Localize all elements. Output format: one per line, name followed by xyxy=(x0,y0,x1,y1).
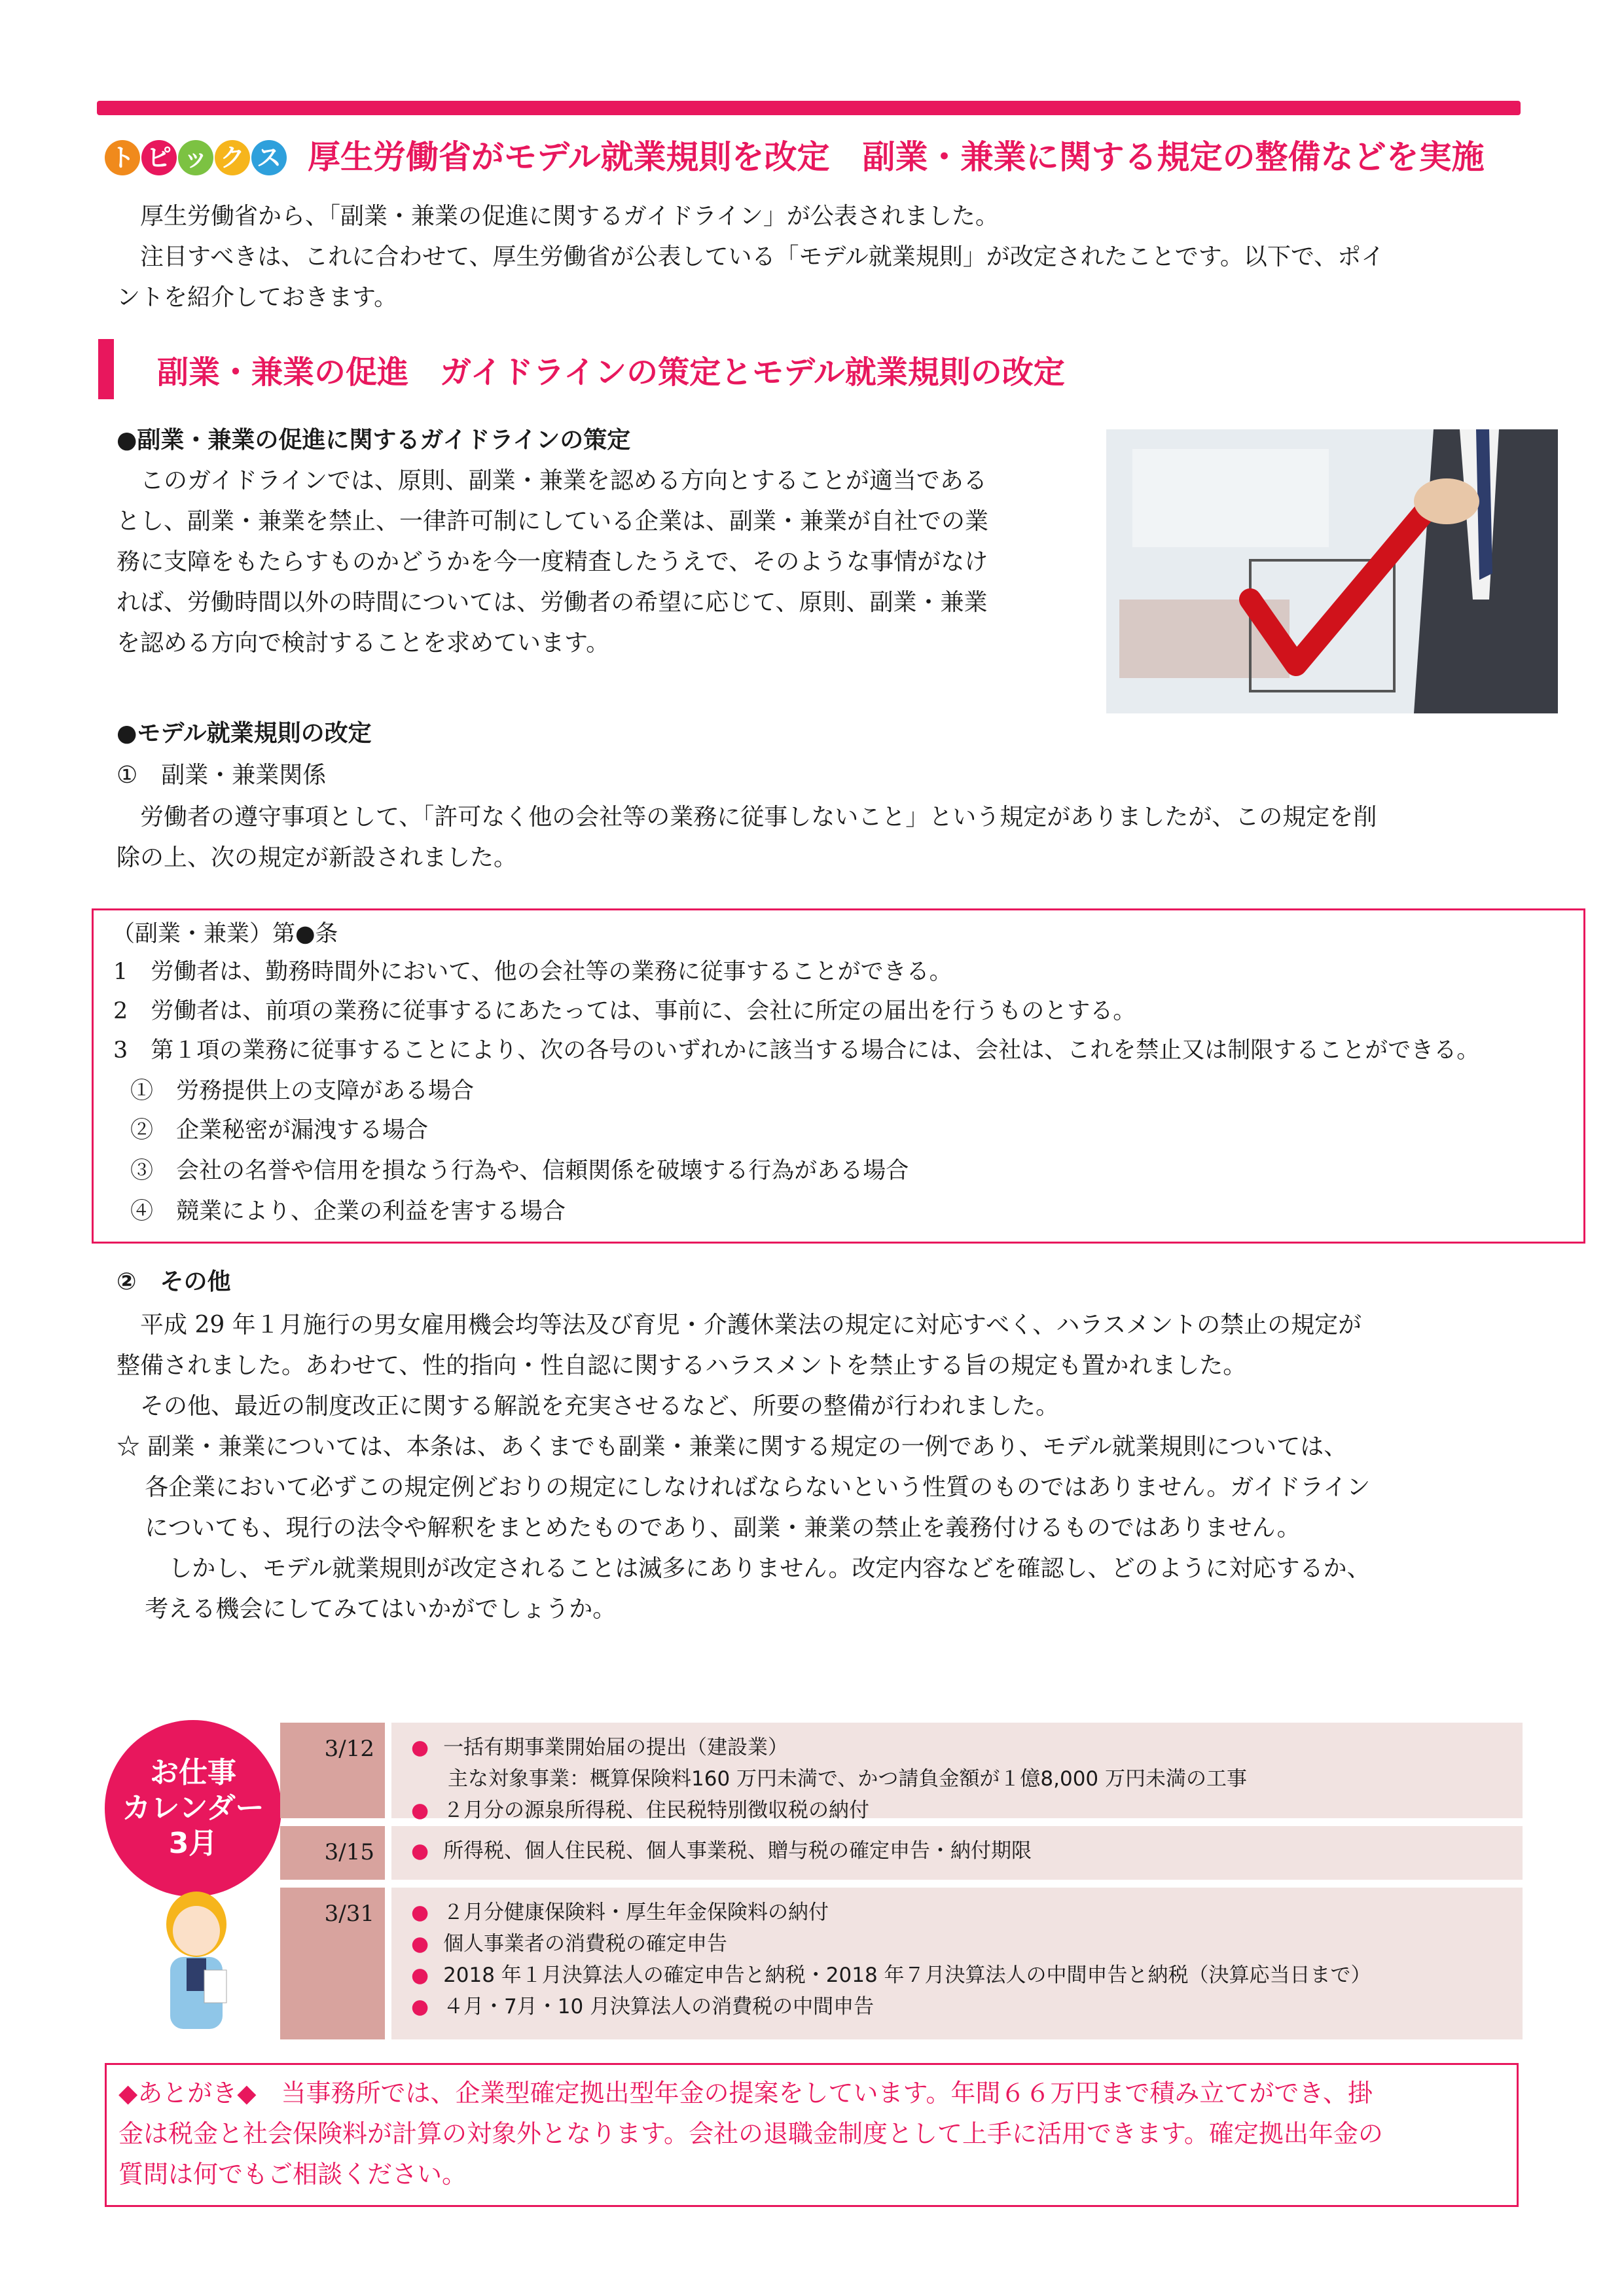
calendar-date: 3/15 xyxy=(280,1826,385,1880)
logo-letter: ス xyxy=(251,140,287,175)
model-rules-body xyxy=(117,797,1524,878)
intro-block xyxy=(117,196,1524,318)
guideline-line: とし、副業・兼業を禁止、一律許可制にしている企業は、副業・兼業が自社での業 xyxy=(117,508,989,535)
guideline-line: を認める方向で検討することを求めています。 xyxy=(117,630,610,656)
other-line: 平成 29 年１月施行の男女雇用機会均等法及び育児・介護休業法の規定に対応すべく、ハラスメントの禁止の規定が xyxy=(140,1312,1362,1338)
afterword-line: ◆あとがき◆ 当事務所では、企業型確定拠出型年金の提案をしています。年間６６万円まで積み立てができ、掛 xyxy=(118,2079,1373,2108)
calendar-row xyxy=(391,1888,1523,2039)
rule-line: 3 第１項の業務に従事することにより、次の各号のいずれかに該当する場合には、会社は、これを禁止又は制限することができる。 xyxy=(113,1037,1480,1064)
calendar-badge-line: 3月 xyxy=(168,1827,218,1860)
afterword-line: 質問は何でもご相談ください。 xyxy=(118,2160,467,2189)
calendar-item: ● 2018 年１月決算法人の確定申告と納税・2018 年７月決算法人の中間申告と納税（決算応当日まで） xyxy=(411,1964,1371,1987)
calendar-bullet: ● xyxy=(411,1964,429,1987)
top-accent-bar xyxy=(97,101,1521,115)
model-rules-line: 労働者の遵守事項として、「許可なく他の会社等の業務に従事しないこと」という規定がありましたが、この規定を削 xyxy=(140,804,1377,831)
other-line: についても、現行の法令や解釈をまとめたものであり、副業・兼業の禁止を義務付けるものではありません。 xyxy=(145,1515,1301,1541)
logo-letter: ッ xyxy=(178,140,213,175)
intro-line: 厚生労働省から、「副業・兼業の促進に関するガイドライン」が公表されました。 xyxy=(140,203,999,230)
rule-line: （副業・兼業）第●条 xyxy=(112,921,338,947)
other-line: その他、最近の制度改正に関する解説を充実させるなど、所要の整備が行われました。 xyxy=(140,1393,1060,1420)
model-rules-heading: ●モデル就業規則の改定 xyxy=(117,720,372,747)
topics-logo xyxy=(105,134,287,182)
calendar-item: ● 一括有期事業開始届の提出（建設業） xyxy=(411,1736,789,1759)
calendar-row xyxy=(391,1723,1523,1822)
section-marker xyxy=(98,339,114,399)
calendar-bullet: ● xyxy=(411,1839,429,1863)
rule-line: ④ 競業により、企業の利益を害する場合 xyxy=(130,1198,566,1225)
section-title: 副業・兼業の促進 ガイドラインの策定とモデル就業規則の改定 xyxy=(157,354,1065,391)
guideline-line: このガイドラインでは、原則、副業・兼業を認める方向とすることが適当である xyxy=(140,467,987,494)
other-line: 考える機会にしてみてはいかがでしょうか。 xyxy=(145,1596,617,1623)
calendar-date: 3/31 xyxy=(280,1888,385,2039)
other-line: しかし、モデル就業規則が改定されることは滅多にありません。改定内容などを確認し、どのように対応するか、 xyxy=(168,1555,1371,1582)
calendar-date: 3/12 xyxy=(280,1723,385,1818)
guideline-body xyxy=(117,461,1092,664)
calendar-bullet: ● xyxy=(411,1932,429,1956)
model-rules-sub1: ① 副業・兼業関係 xyxy=(117,762,327,789)
calendar-item: ● ４月・7月・10 月決算法人の消費税の中間申告 xyxy=(411,1995,875,2018)
rule-line: ③ 会社の名誉や信用を損なう行為や、信頼関係を破壊する行為がある場合 xyxy=(130,1158,909,1184)
calendar-item: ● ２月分健康保険料・厚生年金保険料の納付 xyxy=(411,1901,829,1924)
intro-line: ントを紹介しておきます。 xyxy=(117,284,398,311)
other-line: ☆ 副業・兼業については、本条は、あくまでも副業・兼業に関する規定の一例であり、モデル就業規則については、 xyxy=(117,1433,1348,1460)
logo-letter: ト xyxy=(105,140,140,175)
calendar-row xyxy=(391,1826,1523,1880)
other-body xyxy=(117,1305,1524,1630)
intro-line: 注目すべきは、これに合わせて、厚生労働省が公表している「モデル就業規則」が改定されたことです。以下で、ポイ xyxy=(140,243,1385,270)
calendar-item: ● 個人事業者の消費税の確定申告 xyxy=(411,1932,728,1956)
calendar-item: ● 所得税、個人住民税、個人事業税、贈与税の確定申告・納付期限 xyxy=(411,1839,1032,1863)
rule-line: ② 企業秘密が漏洩する場合 xyxy=(130,1117,429,1143)
rule-box xyxy=(92,908,1585,1244)
calendar-badge-line: お仕事 xyxy=(150,1756,236,1789)
calendar-bullet: ● xyxy=(411,1995,429,2018)
rule-line: ① 労務提供上の支障がある場合 xyxy=(130,1078,475,1104)
model-rules-line: 除の上、次の規定が新設されました。 xyxy=(117,844,518,871)
calendar-bullet: ● xyxy=(411,1736,429,1759)
calendar-bullet: ● xyxy=(411,1901,429,1924)
rule-line: 1 労働者は、勤務時間外において、他の会社等の業務に従事することができる。 xyxy=(113,959,952,985)
logo-letter: ピ xyxy=(141,140,177,175)
checkmark-photo xyxy=(1106,429,1558,713)
guideline-line: 務に支障をもたらすものかどうかを今一度精査したうえで、そのような事情がなけ xyxy=(117,548,988,575)
calendar-badge xyxy=(105,1720,281,1897)
page-title: 厚生労働省がモデル就業規則を改定 副業・兼業に関する規定の整備などを実施 xyxy=(308,138,1485,176)
other-sub2: ② その他 xyxy=(117,1268,231,1295)
guideline-line: れば、労働時間以外の時間については、労働者の希望に応じて、原則、副業・兼業 xyxy=(117,589,988,616)
afterword-box xyxy=(105,2063,1519,2207)
guideline-heading: ●副業・兼業の促進に関するガイドラインの策定 xyxy=(117,427,631,454)
calendar-item: 主な対象事業：概算保険料160 万円未満で、かつ請負金額が１億8,000 万円未満の工事 xyxy=(448,1767,1248,1791)
calendar-badge-line: カレンダー xyxy=(122,1791,264,1825)
logo-letter: ク xyxy=(215,140,250,175)
calendar-bullet: ● xyxy=(411,1799,429,1822)
calendar-item: ● ２月分の源泉所得税、住民税特別徴収税の納付 xyxy=(411,1799,870,1822)
office-worker-illustration xyxy=(151,1885,242,2042)
other-line: 整備されました。あわせて、性的指向・性自認に関するハラスメントを禁止する旨の規定も置かれました。 xyxy=(117,1352,1247,1379)
rule-line: 2 労働者は、前項の業務に従事するにあたっては、事前に、会社に所定の届出を行うものとする。 xyxy=(113,998,1136,1024)
afterword-line: 金は税金と社会保険料が計算の対象外となります。会社の退職金制度として上手に活用できます。確定拠出年金の xyxy=(118,2119,1383,2148)
other-line: 各企業において必ずこの規定例どおりの規定にしなければならないという性質のものではありません。ガイドライン xyxy=(145,1474,1371,1501)
checkmark-illustration xyxy=(1106,429,1558,713)
